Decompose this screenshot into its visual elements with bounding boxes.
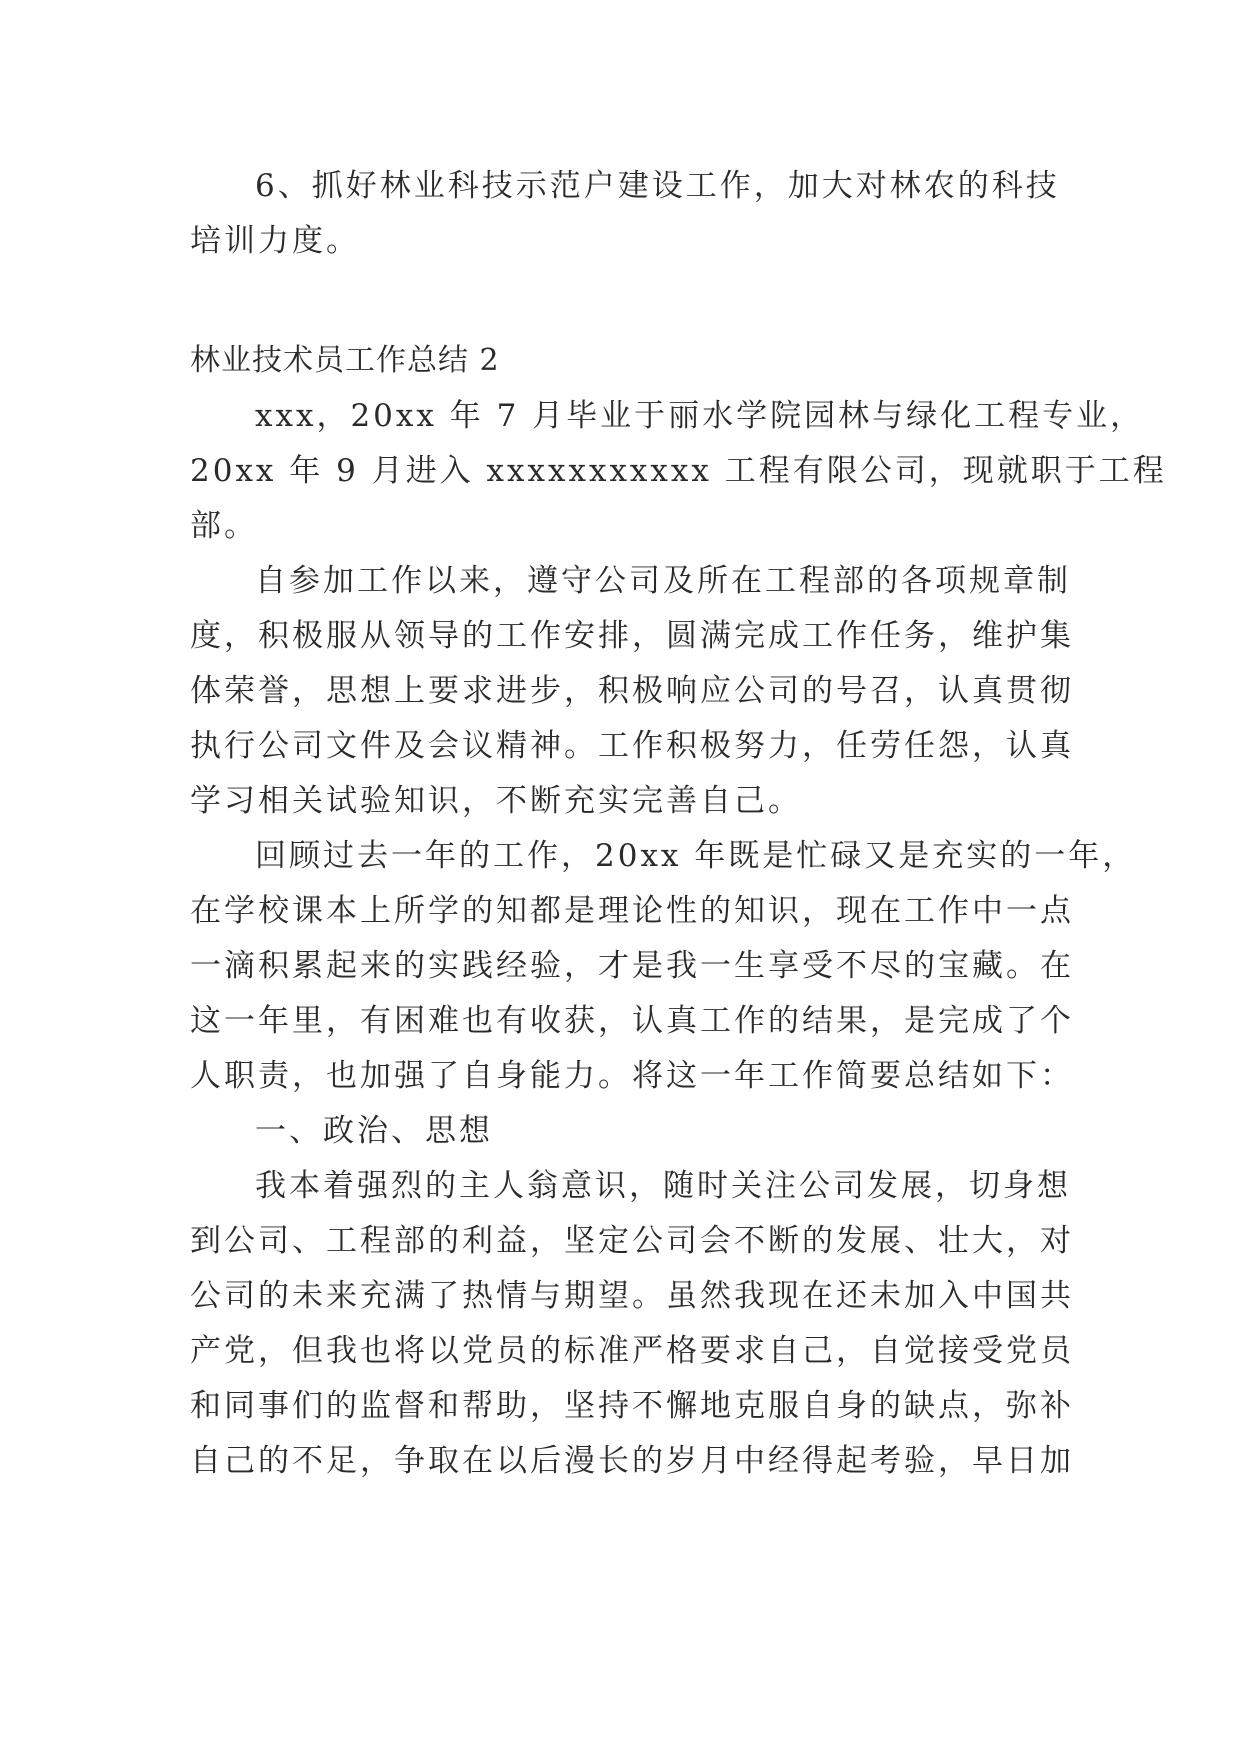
paragraph-line: 产党，但我也将以党员的标准严格要求自己，自觉接受党员 [190,1333,1074,1369]
paragraph-line: 6、抓好林业科技示范户建设工作，加大对林农的科技 [255,168,1060,204]
paragraph-line: 度，积极服从领导的工作安排，圆满完成工作任务，维护集 [190,618,1074,654]
paragraph-line: 执行公司文件及会议精神。工作积极努力，任劳任怨，认真 [190,728,1074,764]
paragraph-line: xxx，20xx 年 7 月毕业于丽水学院园林与绿化工程专业， [255,398,1145,434]
paragraph-line: 一滴积累起来的实践经验，才是我一生享受不尽的宝藏。在 [190,948,1074,984]
paragraph-line: 体荣誉，思想上要求进步，积极响应公司的号召，认真贯彻 [190,673,1074,709]
paragraph-line: 公司的未来充满了热情与期望。虽然我现在还未加入中国共 [190,1278,1074,1314]
paragraph-line: 在学校课本上所学的知都是理论性的知识，现在工作中一点 [190,893,1074,929]
paragraph-line: 部。 [190,508,258,544]
paragraph-line: 回顾过去一年的工作，20xx 年既是忙碌又是充实的一年， [255,838,1137,874]
paragraph-line: 自参加工作以来，遵守公司及所在工程部的各项规章制 [255,563,1071,599]
paragraph-line: 这一年里，有困难也有收获，认真工作的结果，是完成了个 [190,1003,1074,1039]
paragraph-line: 和同事们的监督和帮助，坚持不懈地克服自身的缺点，弥补 [190,1388,1074,1424]
paragraph-line: 到公司、工程部的利益，坚定公司会不断的发展、壮大，对 [190,1223,1074,1259]
paragraph-line: 自己的不足，争取在以后漫长的岁月中经得起考验，早日加 [190,1443,1074,1479]
paragraph-line: 人职责，也加强了自身能力。将这一年工作简要总结如下： [190,1058,1074,1094]
subsection-heading: 一、政治、思想 [255,1113,493,1149]
paragraph-line: 学习相关试验知识，不断充实完善自己。 [190,783,802,819]
section-heading: 林业技术员工作总结 2 [190,343,500,378]
paragraph-line: 我本着强烈的主人翁意识，随时关注公司发展，切身想 [255,1168,1071,1204]
paragraph-line: 培训力度。 [190,223,360,259]
paragraph-line: 20xx 年 9 月进入 xxxxxxxxxxx 工程有限公司，现就职于工程 [190,453,1167,489]
